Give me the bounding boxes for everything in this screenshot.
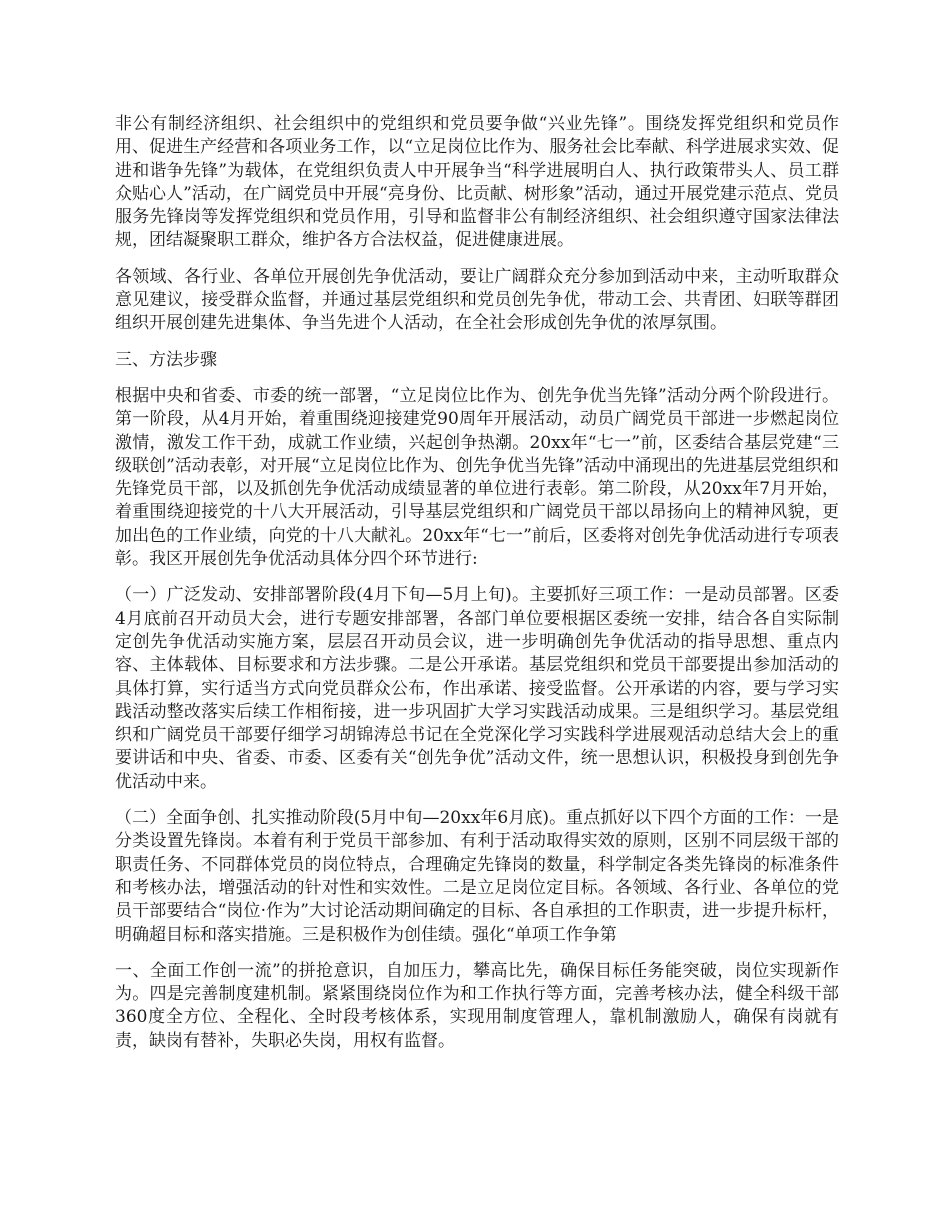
paragraph-stage-mobilization: （一）广泛发动、安排部署阶段(4月下旬—5月上旬)。主要抓好三项工作：一是动员部署。区委4月底前召开动员大会，进行专题安排部署，各部门单位要根据区委统一安排，结合各自实际制定创先争优活动实施方案，层层召开动员会议，进一步明确创先争优活动的指导思想、重点内容、主体载体、目标要求和方法步骤。二是公开承诺。基层党组织和党员干部要提出参加活动的具体打算，实行适当方式向党员群众公布，作出承诺、接受监督。公开承诺的内容，要与学习实践活动整改落实后续工作相衔接，进一步巩固扩大学习实践活动成果。三是组织学习。基层党组织和广阔党员干部要仔细学习胡锦涛总书记在全党深化学习实践科学进展观活动总结大会上的重要讲话和中央、省委、市委、区委有关“创先争优”活动文件，统一思想认识，积极投身到创先争优活动中来。 xyxy=(115,585,839,792)
paragraph-overall-work: 一、全面工作创一流”的拼抢意识，自加压力，攀高比先，确保目标任务能突破，岗位实现新作为。四是完善制度建机制。紧紧围绕岗位作为和工作执行等方面，完善考核办法，健全科级干部360度全方位、全程化、全时段考核体系，实现用制度管理人，靠机制激励人，确保有岗就有责，缺岗有替补，失职必失岗，用权有监督。 xyxy=(115,960,839,1051)
paragraph-mass-participation: 各领域、各行业、各单位开展创先争优活动，要让广阔群众充分参加到活动中来，主动听取群众意见建议，接受群众监督，并通过基层党组织和党员创先争优，带动工会、共青团、妇联等群团组织开展创建先进集体、争当先进个人活动，在全社会形成创先争优的浓厚氛围。 xyxy=(115,266,839,334)
paragraph-two-stages: 根据中央和省委、市委的统一部署，“立足岗位比作为、创先争优当先锋”活动分两个阶段进行。第一阶段，从4月开始，着重围绕迎接建党90周年开展活动，动员广阔党员干部进一步燃起岗位激情，激发工作干劲，成就工作业绩，兴起创争热潮。20xx年“七一”前，区委结合基层党建“三级联创”活动表彰，对开展“立足岗位比作为、创先争优当先锋”活动中涌现出的先进基层党组织和先锋党员干部，以及抓创先争优活动成绩显著的单位进行表彰。第二阶段，从20xx年7月开始，着重围绕迎接党的十八大开展活动，引导基层党组织和广阔党员干部以昂扬向上的精神风貌，更加出色的工作业绩，向党的十八大献礼。20xx年“七一”前后，区委将对创先争优活动进行专项表彰。我区开展创先争优活动具体分四个环节进行: xyxy=(115,385,839,570)
document-body xyxy=(115,113,839,1066)
paragraph-stage-promotion: （二）全面争创、扎实推动阶段(5月中旬—20xx年6月底)。重点抓好以下四个方面的工作：一是分类设置先锋岗。本着有利于党员干部参加、有利于活动取得实效的原则，区别不同层级干部的职责任务、不同群体党员的岗位特点，合理确定先锋岗的数量，科学制定各类先锋岗的标准条件和考核办法，增强活动的针对性和实效性。二是立足岗位定目标。各领域、各行业、各单位的党员干部要结合“岗位·作为”大讨论活动期间确定的目标、各自承担的工作职责，进一步提升标杆，明确超目标和落实措施。三是积极作为创佳绩。强化“单项工作争第 xyxy=(115,808,839,945)
section-heading-methods-steps: 三、方法步骤 xyxy=(115,349,217,370)
paragraph-non-public-organizations: 非公有制经济组织、社会组织中的党组织和党员要争做“兴业先锋”。围绕发挥党组织和党员作用、促进生产经营和各项业务工作，以“立足岗位比作为、服务社会比奉献、科学进展求实效、促进和谐争先锋”为载体，在党组织负责人中开展争当“科学进展明白人、执行政策带头人、员工群众贴心人”活动，在广阔党员中开展“亮身份、比贡献、树形象”活动，通过开展党建示范点、党员服务先锋岗等发挥党组织和党员作用，引导和监督非公有制经济组织、社会组织遵守国家法律法规，团结凝聚职工群众，维护各方合法权益，促进健康进展。 xyxy=(115,114,839,251)
